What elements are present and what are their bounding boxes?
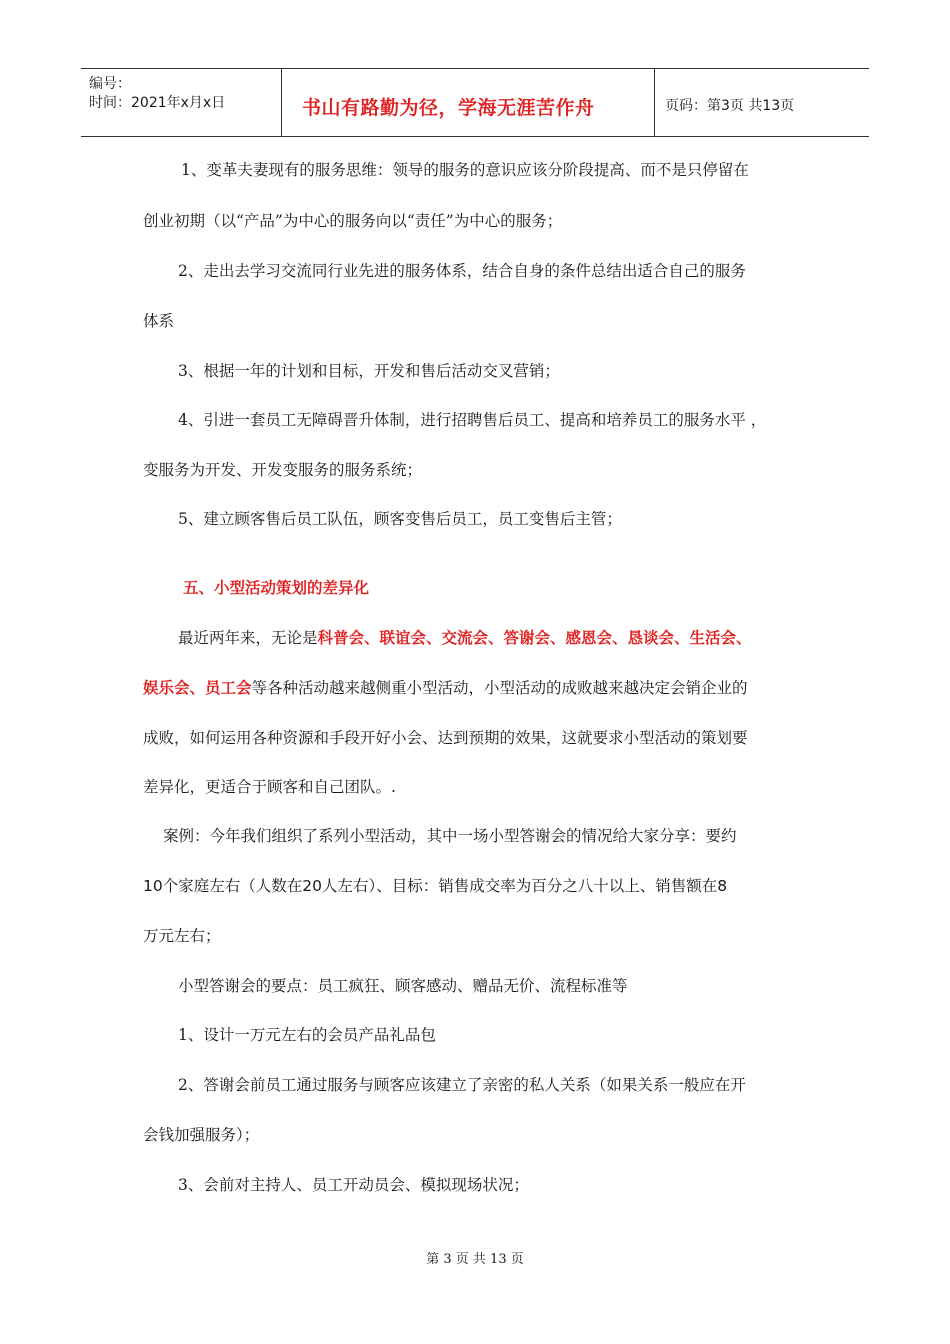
header-page-info: 页码：第3页 共13页 (665, 98, 795, 114)
case-line: 10个家庭左右（人数在20人左右）、目标：销售成交率为百分之八十以上、销售额在8 (143, 877, 728, 895)
key-item-1: 1、设计一万元左右的会员产品礼品包 (178, 1026, 436, 1044)
list-item-1: 1、变革夫妻现有的服务思维：领导的服务的意识应该分阶段提高、而不是只停留在 (181, 161, 749, 179)
list-item-2-cont: 体系 (143, 312, 175, 330)
page-header (81, 68, 869, 137)
number-label: 编号： (89, 76, 131, 92)
header-page-cell (655, 69, 869, 136)
paragraph-line: 成败，如何运用各种资源和手段开好小会、达到预期的效果，这就要求小型活动的策划要 (143, 729, 748, 747)
list-item-4-cont: 变服务为开发、开发变服务的服务系统； (143, 461, 423, 479)
list-item-2: 2、走出去学习交流同行业先进的服务体系，结合自身的条件总结出适合自己的服务 (178, 262, 746, 280)
case-line: 案例：今年我们组织了系列小型活动，其中一场小型答谢会的情况给大家分享：要约 (163, 827, 737, 845)
list-item-5: 5、建立顾客售后员工队伍，顾客变售后员工，员工变售后主管； (178, 510, 622, 528)
highlight-text: 科普会、联谊会、交流会、答谢会、感恩会、恳谈会、生活会、 (317, 629, 752, 647)
section-title: 五、小型活动策划的差异化 (183, 579, 370, 597)
key-item-2-cont: 会钱加强服务）； (143, 1126, 260, 1144)
list-item-1-cont: 创业初期（以“产品”为中心的服务向以“责任”为中心的服务； (143, 212, 563, 230)
page-footer: 第 3 页 共 13 页 (426, 1252, 524, 1267)
paragraph-text: 等各种活动越来越侧重小型活动，小型活动的成败越来越决定会销企业的 (251, 679, 748, 697)
list-item-4: 4、引进一套员工无障碍晋升体制，进行招聘售后员工、提高和培养员工的服务水平 ， (178, 411, 767, 429)
key-item-2: 2、答谢会前员工通过服务与顾客应该建立了亲密的私人关系（如果关系一般应在开 (178, 1076, 746, 1094)
key-points: 小型答谢会的要点：员工疯狂、顾客感动、赠品无价、流程标准等 (178, 977, 628, 995)
case-line: 万元左右； (143, 927, 221, 945)
key-item-3: 3、会前对主持人、员工开动员会、模拟现场状况； (178, 1176, 529, 1194)
time-label: 时间：2021年x月x日 (89, 95, 226, 111)
highlight-text: 娱乐会、员工会 (143, 679, 252, 697)
header-motto-cell (282, 69, 655, 136)
paragraph-line: 差异化，更适合于顾客和自己团队。. (143, 778, 396, 796)
header-meta-cell (81, 69, 282, 136)
list-item-3: 3、根据一年的计划和目标，开发和售后活动交叉营销； (178, 362, 560, 380)
paragraph-line (178, 628, 752, 648)
paragraph-text: 最近两年来，无论是 (178, 629, 318, 647)
paragraph-line (143, 678, 748, 698)
motto: 书山有路勤为径，学海无涯苦作舟 (302, 97, 595, 119)
